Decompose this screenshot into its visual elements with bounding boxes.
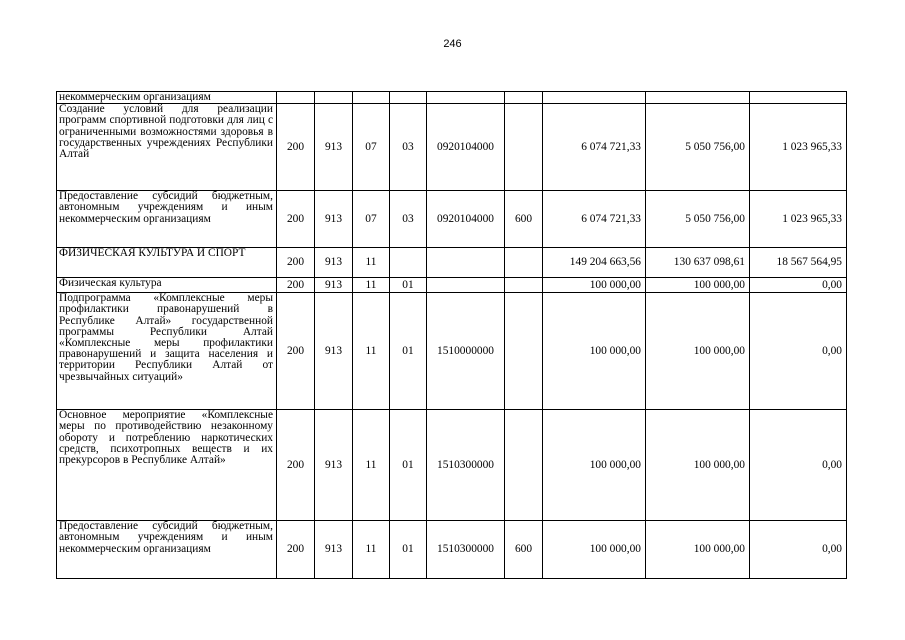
cell-section-code: 07 (353, 191, 390, 248)
table-row (57, 92, 847, 104)
row-name: Предоставление субсидий бюджетным, автономным учреждениям и иным некоммерческим организациям (57, 191, 277, 248)
cell-admin-code: 200 (277, 278, 315, 293)
cell-amount-3: 1 023 965,33 (750, 104, 847, 191)
cell-amount-total: 100 000,00 (543, 410, 646, 521)
row-name: ФИЗИЧЕСКАЯ КУЛЬТУРА И СПОРТ (57, 248, 277, 278)
cell-amount-2: 5 050 756,00 (646, 191, 750, 248)
table-row (57, 293, 847, 410)
cell-amount-3: 0,00 (750, 293, 847, 410)
table-row (57, 104, 847, 191)
cell-ministry-code: 913 (315, 191, 353, 248)
cell-expense-type: 600 (505, 191, 543, 248)
row-name: Предоставление субсидий бюджетным, автономным учреждениям и иным некоммерческим организациям (57, 521, 277, 579)
cell-amount-3: 0,00 (750, 521, 847, 579)
cell-expense-type: 600 (505, 521, 543, 579)
cell-target-article: 1510000000 (427, 293, 505, 410)
cell-amount-3 (750, 92, 847, 104)
cell-ministry-code: 913 (315, 293, 353, 410)
cell-admin-code: 200 (277, 293, 315, 410)
cell-amount-2: 130 637 098,61 (646, 248, 750, 278)
table-row (57, 248, 847, 278)
cell-admin-code: 200 (277, 104, 315, 191)
cell-target-article: 0920104000 (427, 191, 505, 248)
table-row (57, 278, 847, 293)
cell-subsection-code: 01 (390, 293, 427, 410)
table-row (57, 521, 847, 579)
table-row (57, 410, 847, 521)
cell-ministry-code: 913 (315, 104, 353, 191)
cell-amount-2: 100 000,00 (646, 521, 750, 579)
cell-ministry-code: 913 (315, 521, 353, 579)
cell-subsection-code: 03 (390, 104, 427, 191)
cell-amount-total: 100 000,00 (543, 278, 646, 293)
row-name: Подпрограмма «Комплексные меры профилактики правонарушений в Республике Алтай» государственной программы Республики Алтай «Комплексные меры профилактики правонарушений и защита населения и территории Республики Алтай от чрезвычайных ситуаций» (57, 293, 277, 410)
cell-subsection-code (390, 92, 427, 104)
cell-subsection-code: 01 (390, 278, 427, 293)
cell-section-code (353, 92, 390, 104)
cell-subsection-code (390, 248, 427, 278)
cell-admin-code: 200 (277, 248, 315, 278)
cell-amount-3: 1 023 965,33 (750, 191, 847, 248)
cell-section-code: 11 (353, 293, 390, 410)
cell-amount-total: 100 000,00 (543, 521, 646, 579)
cell-ministry-code (315, 92, 353, 104)
cell-subsection-code: 01 (390, 410, 427, 521)
cell-section-code: 11 (353, 521, 390, 579)
page-number: 246 (443, 38, 462, 50)
cell-expense-type (505, 92, 543, 104)
cell-admin-code: 200 (277, 521, 315, 579)
cell-ministry-code: 913 (315, 278, 353, 293)
cell-amount-3: 0,00 (750, 410, 847, 521)
cell-amount-total: 6 074 721,33 (543, 191, 646, 248)
row-name: Создание условий для реализации программ спортивной подготовки для лиц с ограниченными возможностями здоровья в государственных учреждениях Республики Алтай (57, 104, 277, 191)
cell-amount-3: 18 567 564,95 (750, 248, 847, 278)
budget-table (56, 91, 847, 579)
cell-section-code: 07 (353, 104, 390, 191)
cell-admin-code: 200 (277, 410, 315, 521)
cell-target-article (427, 248, 505, 278)
cell-admin-code: 200 (277, 191, 315, 248)
cell-ministry-code: 913 (315, 410, 353, 521)
cell-amount-total: 149 204 663,56 (543, 248, 646, 278)
cell-amount-2 (646, 92, 750, 104)
cell-target-article (427, 278, 505, 293)
row-name: Основное мероприятие «Комплексные меры по противодействию незаконному обороту и потреблению наркотических средств, психотропных веществ и их прекурсоров в Республике Алтай» (57, 410, 277, 521)
cell-amount-2: 5 050 756,00 (646, 104, 750, 191)
cell-amount-3: 0,00 (750, 278, 847, 293)
cell-section-code: 11 (353, 410, 390, 521)
cell-target-article: 1510300000 (427, 410, 505, 521)
cell-target-article: 1510300000 (427, 521, 505, 579)
cell-subsection-code: 03 (390, 191, 427, 248)
cell-expense-type (505, 248, 543, 278)
cell-expense-type (505, 278, 543, 293)
cell-amount-total: 100 000,00 (543, 293, 646, 410)
cell-expense-type (505, 293, 543, 410)
cell-expense-type (505, 104, 543, 191)
cell-amount-total: 6 074 721,33 (543, 104, 646, 191)
cell-ministry-code: 913 (315, 248, 353, 278)
row-name: некоммерческим организациям (57, 92, 277, 104)
cell-admin-code (277, 92, 315, 104)
cell-amount-2: 100 000,00 (646, 293, 750, 410)
cell-amount-total (543, 92, 646, 104)
table-row (57, 191, 847, 248)
cell-expense-type (505, 410, 543, 521)
cell-target-article: 0920104000 (427, 104, 505, 191)
cell-section-code: 11 (353, 278, 390, 293)
cell-amount-2: 100 000,00 (646, 278, 750, 293)
row-name: Физическая культура (57, 278, 277, 293)
cell-subsection-code: 01 (390, 521, 427, 579)
cell-target-article (427, 92, 505, 104)
cell-section-code: 11 (353, 248, 390, 278)
cell-amount-2: 100 000,00 (646, 410, 750, 521)
